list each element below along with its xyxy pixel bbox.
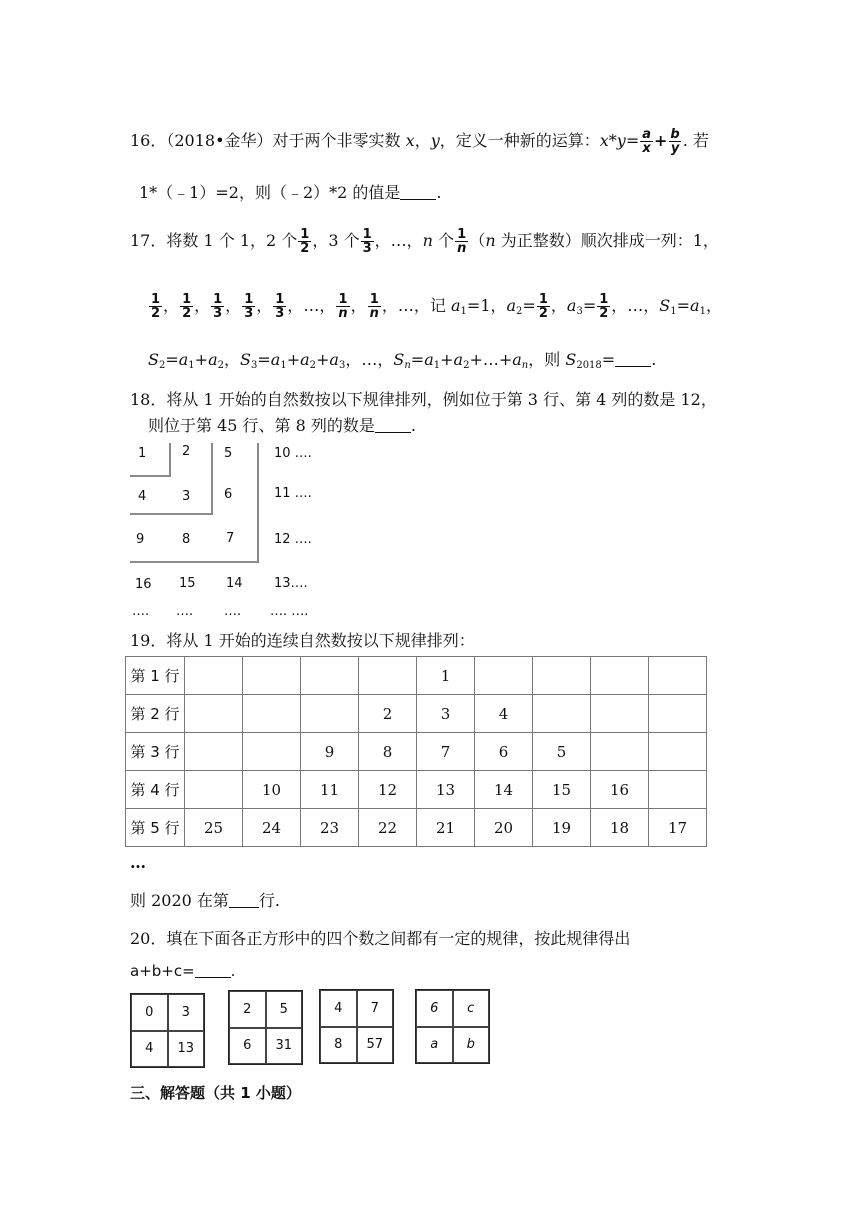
table-cell: 22 — [359, 809, 417, 847]
table-cell: 19 — [533, 809, 591, 847]
frac-den: n — [369, 306, 379, 321]
plus: + — [440, 350, 454, 369]
sep: ， — [256, 296, 273, 315]
sep: ， — [163, 296, 180, 315]
q17-text: （ — [469, 231, 486, 250]
row-label: 第 5 行 — [126, 809, 185, 847]
table-cell: 25 — [185, 809, 243, 847]
var-a: a — [208, 350, 218, 369]
q16-text-a: 对于两个非零实数 — [272, 131, 401, 150]
spiral-number: 13…. — [274, 576, 308, 591]
spiral-line — [257, 443, 259, 563]
var-S: S — [148, 350, 159, 369]
square-cell: b — [453, 1027, 490, 1064]
q16-number: 16． — [130, 131, 167, 150]
frac-num: 1 — [275, 292, 285, 307]
spiral-number: 1 — [138, 446, 147, 461]
q20-text: 20．填在下面各正方形中的四个数之间都有一定的规律，按此规律得出 — [130, 929, 631, 948]
sub: 1 — [699, 306, 706, 317]
table-row — [126, 809, 707, 847]
frac-num: 1 — [244, 292, 254, 307]
table-cell — [649, 695, 707, 733]
square-cell: 4 — [320, 990, 357, 1027]
sub: 3 — [576, 306, 583, 317]
q16-var-x: x — [405, 131, 415, 150]
sub: n — [521, 360, 529, 371]
fraction-one-over-n — [336, 293, 349, 320]
var-a: a — [329, 350, 339, 369]
q19-ellipsis — [130, 850, 146, 876]
sub: 1 — [433, 360, 441, 371]
sub: 2 — [217, 360, 224, 371]
table-cell — [185, 771, 243, 809]
spiral-number: 14 — [226, 576, 243, 591]
table-row — [126, 733, 707, 771]
spiral-line — [130, 561, 258, 563]
q17-text: ，…，记 — [381, 296, 446, 315]
spiral-number: 6 — [224, 487, 233, 502]
plus: + — [286, 350, 301, 369]
q17-text: 为正整数）顺次排成一列：1， — [495, 231, 719, 250]
table-cell — [185, 695, 243, 733]
q20-line2 — [130, 958, 235, 984]
square-cell: 4 — [131, 1031, 168, 1068]
table-cell — [185, 657, 243, 695]
var-S: S — [240, 350, 251, 369]
table-cell — [591, 733, 649, 771]
section-3-heading — [130, 1080, 301, 1106]
frac-num: 1 — [338, 292, 348, 307]
eq: = — [676, 296, 691, 315]
square-cell: 3 — [168, 994, 205, 1031]
q17-text: +…+ — [469, 350, 513, 369]
q16-plus: + — [654, 131, 668, 150]
spiral-number: 7 — [226, 531, 235, 546]
table-cell: 12 — [359, 771, 417, 809]
q17-text: 将数 1 个 1，2 个 — [166, 231, 298, 250]
fraction-one-over-n — [368, 293, 381, 320]
q17-text: ，则 — [528, 350, 561, 369]
table-cell: 17 — [649, 809, 707, 847]
fraction-one-third — [273, 293, 286, 320]
table-cell — [475, 657, 533, 695]
q17-text: ，…， — [374, 231, 423, 250]
spiral-number: 10 …. — [274, 446, 312, 461]
frac-den: 3 — [362, 241, 372, 256]
row-label: 第 3 行 — [126, 733, 185, 771]
spiral-number: 11 …. — [274, 486, 312, 501]
q18-line1 — [130, 387, 717, 413]
frac-den: 3 — [244, 306, 254, 321]
var-a: a — [512, 350, 522, 369]
table-cell — [649, 733, 707, 771]
table-cell: 13 — [417, 771, 475, 809]
spiral-number: 15 — [179, 576, 196, 591]
sep: ， — [194, 296, 211, 315]
eq: = — [522, 296, 536, 315]
fraction-one-half — [597, 293, 610, 320]
q16-line2 — [139, 180, 442, 206]
frac-num: 1 — [369, 292, 379, 307]
comma: ， — [550, 296, 567, 315]
square-1 — [130, 993, 205, 1068]
sep: ， — [287, 296, 304, 315]
table-cell — [533, 657, 591, 695]
var-a: a — [300, 350, 310, 369]
table-cell — [649, 771, 707, 809]
q16-frac-a-over-x — [640, 128, 653, 155]
frac-den: 2 — [151, 306, 161, 321]
var-a: a — [450, 296, 461, 315]
q16-var-y: y — [430, 131, 440, 150]
row-label: 第 1 行 — [126, 657, 185, 695]
row-label: 第 2 行 — [126, 695, 185, 733]
q17-text: = — [410, 350, 425, 369]
frac-den: 3 — [275, 306, 285, 321]
q16-line1 — [130, 128, 709, 155]
q20-line1 — [130, 926, 630, 952]
fraction-one-third — [242, 293, 255, 320]
q17-end: . — [651, 350, 657, 369]
spiral-line — [130, 475, 170, 477]
square-cell: 31 — [266, 1028, 303, 1065]
table-cell — [591, 695, 649, 733]
sub: 2 — [309, 360, 317, 371]
row-label: 第 4 行 — [126, 771, 185, 809]
var-a: a — [690, 296, 700, 315]
frac-num: 1 — [457, 227, 467, 242]
q19-text: 19．将从 1 开始的连续自然数按以下规律排列： — [130, 631, 475, 650]
table-cell: 4 — [475, 695, 533, 733]
q17-text: = — [165, 350, 179, 369]
table-cell: 15 — [533, 771, 591, 809]
square-cell: 8 — [320, 1027, 357, 1064]
table-cell: 6 — [475, 733, 533, 771]
spiral-ellipsis: …. …. — [270, 604, 309, 619]
table-cell — [359, 657, 417, 695]
spiral-line — [169, 443, 171, 477]
q16-source: （2018•金华） — [166, 131, 273, 150]
q20-text: a+b+c= — [130, 962, 195, 980]
spiral-ellipsis: …. — [176, 604, 194, 619]
var-S: S — [393, 350, 405, 369]
table-cell: 18 — [591, 809, 649, 847]
sub: 2018 — [576, 360, 602, 371]
square-cell: 0 — [131, 994, 168, 1031]
spiral-number: 2 — [182, 444, 191, 459]
frac-den: 3 — [213, 306, 223, 321]
spiral-number: 5 — [224, 446, 233, 461]
sub: 3 — [250, 360, 258, 371]
var-S: S — [659, 296, 671, 315]
table-cell — [243, 733, 301, 771]
table-cell: 7 — [417, 733, 475, 771]
spiral-number: 4 — [138, 489, 147, 504]
q17-text: ，3 个 — [312, 231, 360, 250]
sub: 2 — [463, 360, 470, 371]
q18-text: 18．将从 1 开始的自然数按以下规律排列，例如位于第 3 行、第 4 列的数是 12， — [130, 390, 717, 409]
spiral-ellipsis: …. — [224, 604, 242, 619]
table-cell: 3 — [417, 695, 475, 733]
fraction-one-third — [211, 293, 224, 320]
table-cell: 21 — [417, 809, 475, 847]
q17-text: = — [257, 350, 271, 369]
spiral-number: 9 — [136, 532, 145, 547]
q18-line2 — [148, 413, 416, 439]
eq: = — [601, 350, 616, 369]
square-cell: 7 — [357, 990, 394, 1027]
table-cell — [649, 657, 707, 695]
ellipsis-text: … — [130, 853, 146, 872]
fraction-one-half — [149, 293, 162, 320]
sub: 3 — [338, 360, 346, 371]
q16-comma: ， — [414, 131, 431, 150]
q18-text: 则位于第 45 行、第 8 列的数是 — [148, 416, 375, 435]
square-cell: 6 — [229, 1028, 266, 1065]
frac-den: y — [670, 141, 680, 156]
sub: 2 — [516, 306, 523, 317]
frac-den: n — [338, 306, 348, 321]
dots: … — [303, 296, 320, 315]
plus: + — [194, 350, 209, 369]
fraction-one-half — [180, 293, 193, 320]
fraction-one-half — [537, 293, 550, 320]
q17-text: =1， — [466, 296, 507, 315]
q17-text: 个 — [432, 231, 455, 250]
spiral-number: 8 — [182, 532, 191, 547]
frac-num: 1 — [213, 292, 223, 307]
square-cell: 57 — [357, 1027, 394, 1064]
frac-den: 2 — [182, 306, 192, 321]
square-3 — [319, 989, 394, 1064]
square-cell: 6 — [416, 990, 453, 1027]
q17-line3 — [148, 347, 656, 379]
spiral-line — [130, 513, 212, 515]
frac-den: x — [642, 141, 651, 156]
table-cell: 8 — [359, 733, 417, 771]
answer-blank[interactable] — [375, 418, 411, 433]
frac-num: 1 — [362, 227, 372, 242]
answer-blank[interactable] — [229, 893, 259, 908]
table-cell: 1 — [417, 657, 475, 695]
q16-frac-b-over-y — [668, 128, 681, 155]
q18-end: . — [410, 416, 416, 435]
q17-text: ，…， — [611, 296, 660, 315]
table-row — [126, 657, 707, 695]
var-a: a — [270, 350, 281, 369]
sep: ， — [225, 296, 242, 315]
table-cell: 5 — [533, 733, 591, 771]
q19-line1 — [130, 628, 475, 654]
table-cell — [591, 657, 649, 695]
sub: 1 — [188, 360, 195, 371]
square-cell: c — [453, 990, 490, 1027]
var-a: a — [453, 350, 464, 369]
q17-var-n: n — [422, 231, 433, 250]
frac-den: 2 — [300, 241, 310, 256]
table-cell: 10 — [243, 771, 301, 809]
spiral-number: 3 — [182, 489, 191, 504]
spiral-ellipsis: …. — [132, 604, 150, 619]
frac-num: 1 — [151, 292, 161, 307]
q16-op-lhs: x*y — [599, 131, 626, 150]
var-a: a — [424, 350, 434, 369]
q16-line2-text: 1*（﹣1）=2，则（﹣2）*2 的值是 — [139, 183, 401, 202]
answer-blank[interactable] — [615, 352, 651, 367]
comma: ， — [705, 296, 722, 315]
table-cell — [243, 657, 301, 695]
table-cell — [533, 695, 591, 733]
frac-num: a — [642, 127, 652, 142]
var-S: S — [565, 350, 577, 369]
frac-num: 1 — [182, 292, 192, 307]
table-cell — [243, 695, 301, 733]
eq: = — [582, 296, 597, 315]
q17-text: ， — [224, 350, 241, 369]
spiral-number: 16 — [135, 577, 152, 592]
sub: 1 — [280, 360, 287, 371]
table-cell: 20 — [475, 809, 533, 847]
q17-text: ，…， — [345, 350, 394, 369]
table-cell — [185, 733, 243, 771]
section-3-text: 三、解答题（共 1 小题） — [130, 1084, 301, 1102]
fraction-one-over-n — [455, 228, 468, 255]
table-cell: 24 — [243, 809, 301, 847]
plus: + — [316, 350, 330, 369]
sep: ， — [350, 296, 367, 315]
number-arrangement-table — [125, 656, 707, 847]
var-a: a — [566, 296, 577, 315]
table-cell: 16 — [591, 771, 649, 809]
table-cell: 23 — [301, 809, 359, 847]
fraction-one-half — [298, 228, 311, 255]
var-a: a — [506, 296, 517, 315]
table-cell: 11 — [301, 771, 359, 809]
table-cell — [301, 657, 359, 695]
answer-blank[interactable] — [195, 963, 231, 978]
q17-number: 17． — [130, 231, 167, 250]
table-row — [126, 695, 707, 733]
sub: n — [404, 360, 411, 371]
fraction-one-third — [361, 228, 374, 255]
table-row — [126, 771, 707, 809]
frac-num: b — [670, 127, 680, 142]
table-cell: 14 — [475, 771, 533, 809]
square-cell: 5 — [266, 991, 303, 1028]
sep: ， — [319, 296, 336, 315]
frac-num: 1 — [538, 292, 548, 307]
frac-den: n — [457, 241, 467, 256]
q17-var-n: n — [485, 231, 496, 250]
table-cell: 9 — [301, 733, 359, 771]
spiral-number: 12 …. — [274, 532, 312, 547]
table-cell — [301, 695, 359, 733]
q19-text: 则 2020 在第 — [130, 891, 229, 910]
sub: 1 — [460, 306, 467, 317]
sub: 1 — [670, 306, 677, 317]
q17-line2 — [148, 293, 722, 325]
spiral-line — [211, 443, 213, 515]
frac-num: 1 — [300, 227, 310, 242]
q20-end: . — [230, 962, 236, 980]
q19-answer-line — [130, 888, 280, 914]
square-cell: 2 — [229, 991, 266, 1028]
q16-end: . — [436, 183, 442, 202]
square-cell: 13 — [168, 1031, 205, 1068]
sub: 2 — [158, 360, 166, 371]
table-cell: 2 — [359, 695, 417, 733]
frac-num: 1 — [599, 292, 609, 307]
frac-den: 2 — [599, 306, 609, 321]
q19-text: 行. — [258, 891, 280, 910]
answer-blank[interactable] — [400, 185, 436, 200]
square-4 — [415, 989, 490, 1064]
square-cell: a — [416, 1027, 453, 1064]
square-2 — [228, 990, 303, 1065]
frac-den: 2 — [538, 306, 548, 321]
q16-text-c: . 若 — [682, 131, 709, 150]
q16-eq: = — [625, 131, 640, 150]
q17-line1 — [130, 228, 719, 255]
q16-text-b: ，定义一种新的运算： — [439, 131, 600, 150]
var-a: a — [178, 350, 189, 369]
